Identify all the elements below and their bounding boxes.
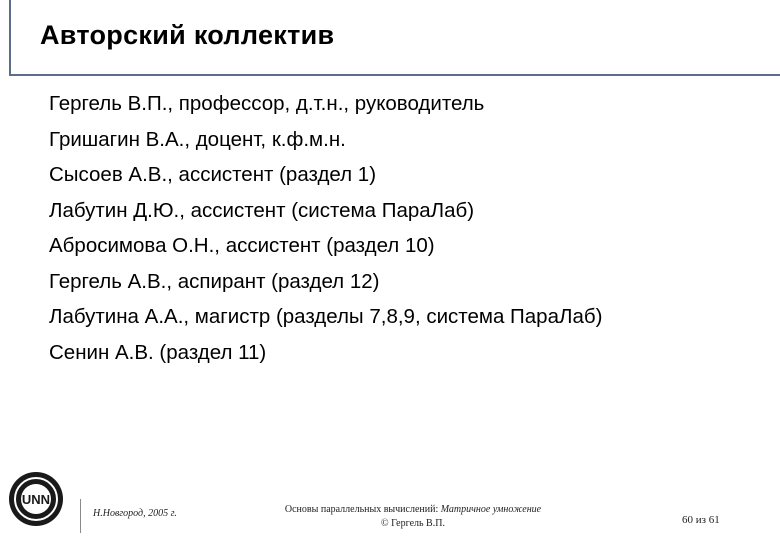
- title-rule-vertical: [9, 0, 11, 76]
- author-item: Лабутина А.А., магистр (разделы 7,8,9, система ПараЛаб): [49, 305, 603, 328]
- university-logo: [6, 469, 66, 529]
- author-item: Абросимова О.Н., ассистент (раздел 10): [49, 234, 435, 257]
- footer-divider: [80, 499, 81, 533]
- author-item: Гришагин В.А., доцент, к.ф.м.н.: [49, 127, 346, 151]
- author-item: Гергель В.П., профессор, д.т.н., руководитель: [49, 92, 485, 115]
- page-number: 60 из 61: [682, 514, 720, 526]
- author-item: Сысоев А.В., ассистент (раздел 1): [49, 163, 377, 186]
- author-item: Лабутин Д.Ю., ассистент (система ПараЛаб): [49, 198, 475, 222]
- author-item: Сенин А.В. (раздел 11): [49, 340, 267, 364]
- logo-text: UNN: [21, 492, 51, 507]
- copyright: © Гергель В.П.: [381, 518, 445, 529]
- slide-title: Авторский коллектив: [40, 20, 335, 50]
- authors-list: [49, 86, 602, 370]
- title-rule-horizontal: [9, 74, 780, 76]
- course-topic: Матричное умножение: [440, 504, 542, 515]
- footer-place: Н.Новгород, 2005 г.: [93, 508, 177, 519]
- author-item: Гергель А.В., аспирант (раздел 12): [49, 269, 380, 293]
- footer-course: [248, 503, 578, 531]
- course-prefix: Основы параллельных вычислений:: [284, 504, 439, 515]
